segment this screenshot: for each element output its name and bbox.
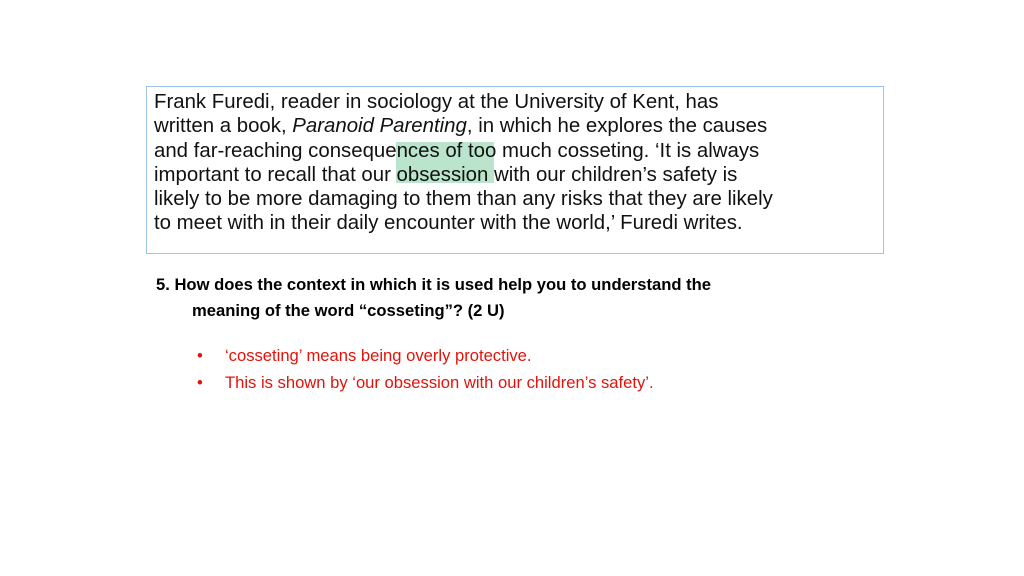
passage-part-2: , in which he explores the causes and far-reaching consequences of too much cosseting. ‘It is always important to recall that our obsession with our children’s safety is likely to be more damaging to them than any risks that they are likely to meet with in their daily encounter with the world,’ Furedi writes. [154, 115, 773, 235]
passage-part-1: Frank Furedi, reader in sociology at the University of Kent, has written a book, [154, 91, 719, 138]
answer-item [197, 342, 654, 369]
passage-text [154, 90, 878, 236]
bullet-icon: • [197, 346, 203, 365]
answer-text: ‘cosseting’ means being overly protective. [225, 346, 532, 365]
question-line-1: 5. How does the context in which it is used help you to understand the [156, 275, 712, 294]
question-line-2: meaning of the word “cosseting”? (2 U) [192, 301, 505, 320]
book-title: Paranoid Parenting [292, 115, 467, 138]
answer-text: This is shown by ‘our obsession with our children’s safety’. [225, 373, 654, 392]
answer-list [197, 342, 654, 396]
answer-item [197, 369, 654, 396]
bullet-icon: • [197, 373, 203, 392]
question-text [156, 272, 856, 324]
